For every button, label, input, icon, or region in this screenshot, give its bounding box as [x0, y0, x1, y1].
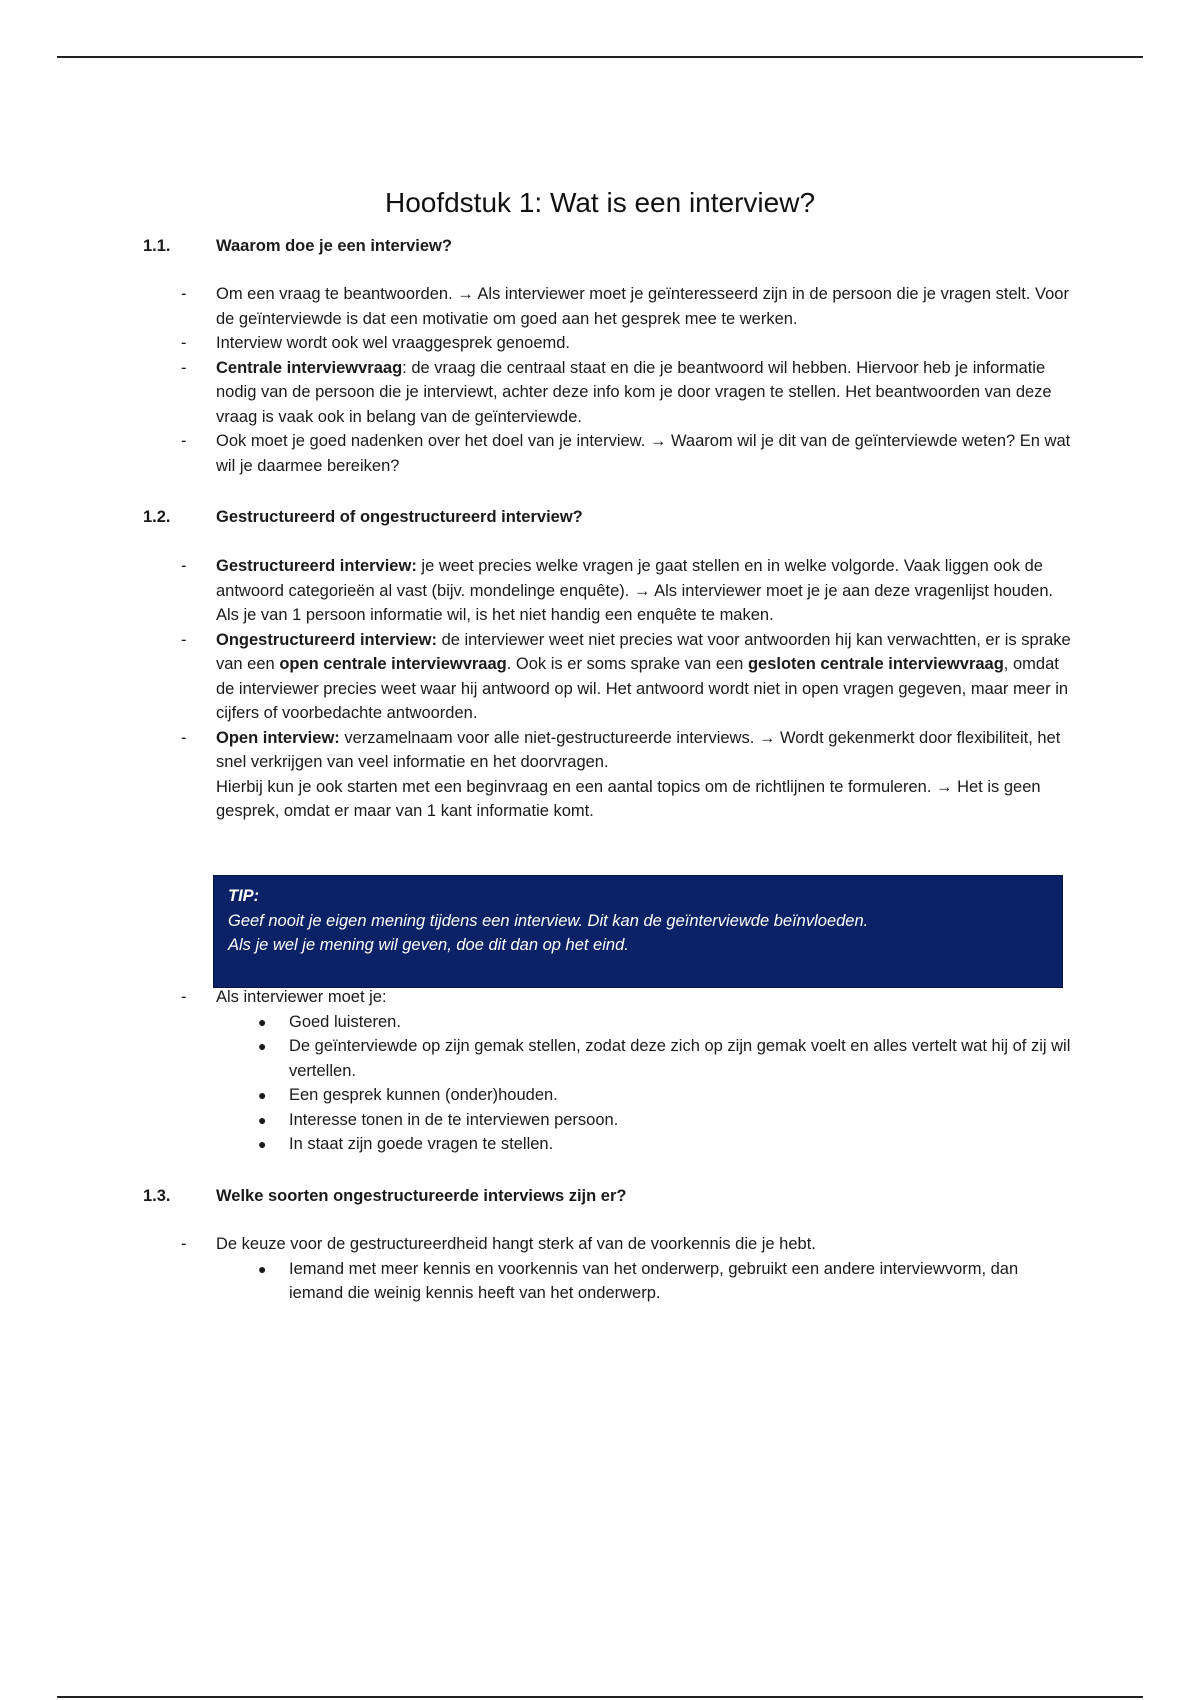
item-text: Waarom wil je dit van de geïnterviewde weten? En wat wil je daarmee bereiken? — [216, 432, 1071, 475]
item-text: Als interviewer moet je: — [216, 988, 387, 1006]
section-1-2-continued — [143, 985, 1073, 1157]
term: open centrale interviewvraag — [279, 655, 507, 673]
item-text: Een gesprek kunnen (onder)houden. — [289, 1086, 558, 1104]
section-number: 1.3. — [143, 1187, 171, 1205]
arrow-icon: → — [457, 285, 474, 303]
item-text: Hierbij kun je ook starten met een beginvraag en een aantal topics om de richtlijnen te formuleren. — [216, 777, 936, 796]
arrow-icon: → — [758, 728, 776, 747]
list-item — [143, 628, 1073, 726]
list-item — [143, 1232, 1073, 1306]
list-item — [143, 429, 1073, 478]
item-text: De keuze voor de gestructureerdheid hangt sterk af van de voorkennis die je hebt. — [216, 1235, 816, 1253]
sub-list-item — [216, 1132, 1073, 1157]
dash-marker: - — [181, 557, 187, 575]
page-title: Hoofdstuk 1: Wat is een interview? — [384, 186, 816, 218]
item-text: : de vraag die centraal staat en die je beantwoord wil hebben. Hiervoor heb je informatie nodig van de persoon die je interviewt, achter deze info kom je door vragen te stellen. Het beantwoorden van deze vraag is vaak ook in belang van de geïnterviewde. — [216, 358, 1052, 426]
section-title: Welke soorten ongestructureerde interviews zijn er? — [216, 1187, 627, 1205]
item-text: Om een vraag te beantwoorden. — [216, 285, 458, 303]
section-heading — [143, 505, 1073, 531]
dash-marker: - — [181, 285, 187, 303]
tip-box — [213, 875, 1063, 988]
section-heading — [143, 1184, 1073, 1210]
bullet-icon: ● — [258, 1260, 267, 1277]
dash-marker: - — [181, 358, 187, 377]
footer-rule — [57, 1696, 1143, 1698]
bullet-icon: ● — [258, 1136, 267, 1152]
item-text: . Ook is er soms sprake van een — [506, 655, 748, 673]
bullet-icon: ● — [258, 1013, 267, 1030]
header-rule — [57, 56, 1143, 58]
arrow-icon: → — [633, 581, 651, 600]
bullet-list — [143, 282, 1073, 478]
item-text: Interesse tonen in de te interviewen persoon. — [289, 1110, 619, 1129]
list-item — [143, 331, 1073, 356]
bullet-list — [143, 1232, 1073, 1306]
item-text: Als interviewer moet je je aan deze vragenlijst houden. Als je van 1 persoon informatie wil, is het niet handig een enquête te maken. — [216, 581, 1054, 624]
dash-marker: - — [181, 728, 187, 747]
item-text: Interview wordt ook wel vraaggesprek genoemd. — [216, 334, 571, 352]
term: Centrale interviewvraag — [216, 358, 403, 377]
sub-list-item — [216, 1083, 1073, 1108]
section-number: 1.1. — [143, 237, 171, 255]
section-number: 1.2. — [143, 508, 171, 526]
arrow-icon: → — [649, 432, 667, 450]
sub-bullet-list — [216, 1257, 1073, 1306]
section-title: Waarom doe je een interview? — [216, 237, 452, 255]
tip-line: Geef nooit je eigen mening tijdens een interview. Dit kan de geïnterviewde beïnvloeden. — [228, 911, 869, 930]
sub-list-item — [216, 1010, 1073, 1035]
item-text: Als interviewer moet je geïnteresseerd zijn in de persoon die je vragen stelt. Voor de geïnterviewde is dat een motivatie om goed aan het gesprek mee te werken. — [216, 285, 1069, 328]
sub-list-item — [216, 1257, 1073, 1306]
item-text: de interviewer weet niet precies wat voor antwoorden hij kan verwachtten, er is sprake van een — [216, 630, 1071, 673]
list-item — [143, 282, 1073, 331]
item-text: , omdat de interviewer precies weet waar hij antwoord op wil. Het antwoord wordt niet in open vragen gegeven, maar meer in cijfers of voorbedachte antwoorden. — [216, 655, 1069, 722]
bullet-icon: ● — [258, 1087, 267, 1103]
list-item — [143, 554, 1073, 628]
term: Gestructureerd interview: — [216, 557, 417, 575]
list-item — [143, 356, 1073, 430]
section-1-3 — [143, 1184, 1073, 1306]
bullet-list — [143, 985, 1073, 1157]
bullet-icon: ● — [258, 1111, 267, 1128]
term: gesloten centrale interviewvraag — [747, 655, 1004, 673]
term: Ongestructureerd interview: — [216, 630, 437, 649]
section-1-2 — [143, 505, 1073, 824]
sub-bullet-list — [216, 1010, 1073, 1157]
item-text: je weet precies welke vragen je gaat stellen en in welke volgorde. Vaak liggen ook de antwoord categorieën al vast (bijv. mondelinge enquête). — [216, 557, 1043, 600]
sub-list-item — [216, 1108, 1073, 1133]
list-item — [143, 985, 1073, 1157]
item-text: De geïnterviewde op zijn gemak stellen, zodat deze zich op zijn gemak voelt en alles vertelt wat hij of zij wil vertellen. — [289, 1037, 1071, 1080]
item-text: In staat zijn goede vragen te stellen. — [289, 1135, 554, 1153]
bullet-icon: ● — [258, 1038, 267, 1054]
item-text: Iemand met meer kennis en voorkennis van het onderwerp, gebruikt een andere interviewvorm, dan iemand die weinig kennis heeft van het onderwerp. — [289, 1259, 1019, 1302]
list-item — [143, 726, 1073, 824]
dash-marker: - — [181, 630, 187, 649]
term: Open interview: — [216, 728, 340, 747]
section-1-1 — [143, 234, 1073, 478]
item-text: Wordt gekenmerkt door flexibiliteit, het snel verkrijgen van veel informatie en het doorvragen. — [216, 728, 1061, 771]
arrow-icon: → — [936, 777, 953, 796]
bullet-list — [143, 554, 1073, 824]
section-heading — [143, 234, 1073, 260]
tip-label: TIP: — [228, 887, 260, 905]
sub-list-item — [216, 1034, 1073, 1083]
item-text: Goed luisteren. — [289, 1012, 401, 1031]
dash-marker: - — [181, 988, 187, 1006]
dash-marker: - — [181, 1235, 187, 1253]
dash-marker: - — [181, 432, 187, 450]
item-text: verzamelnaam voor alle niet-gestructureerde interviews. — [339, 728, 759, 747]
section-title: Gestructureerd of ongestructureerd interview? — [216, 508, 583, 526]
item-text: Het is geen gesprek, omdat er maar van 1 kant informatie komt. — [216, 777, 1041, 820]
dash-marker: - — [181, 334, 187, 352]
tip-line: Als je wel je mening wil geven, doe dit dan op het eind. — [228, 936, 629, 954]
item-text: Ook moet je goed nadenken over het doel van je interview. — [216, 432, 650, 450]
